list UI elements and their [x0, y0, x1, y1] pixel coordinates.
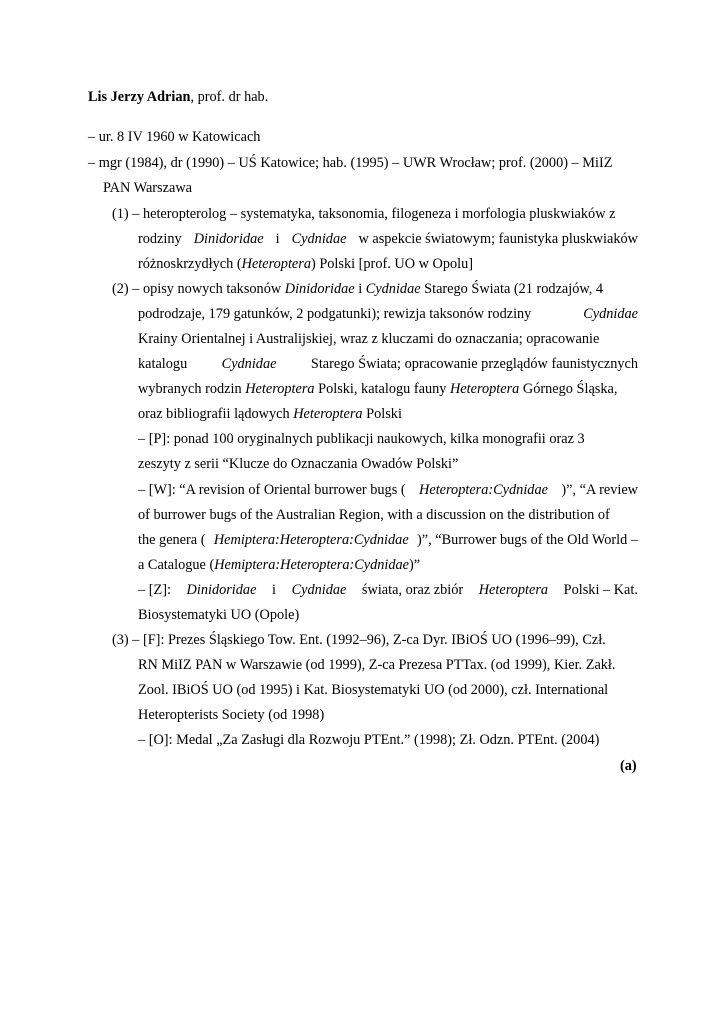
- author-title: , prof. dr hab.: [190, 89, 269, 105]
- page-mark: (a): [620, 758, 637, 774]
- works-line-2: of burrower bugs of the Australian Region, with a discussion on the distribution of: [138, 507, 610, 523]
- section-1-line-2: rodziny Dinidoridae i Cydnidae w aspekcie światowym; faunistyka pluskwiaków: [138, 231, 638, 247]
- career-line-1: – mgr (1984), dr (1990) – UŚ Katowice; hab. (1995) – UWR Wrocław; prof. (2000) – MiIZ: [88, 155, 613, 171]
- section-3-line-2: RN MiIZ PAN w Warszawie (od 1999), Z-ca Prezesa PTTax. (od 1999), Kier. Zakł.: [138, 657, 616, 673]
- publications-line-1: – [P]: ponad 100 oryginalnych publikacji naukowych, kilka monografii oraz 3: [138, 431, 585, 447]
- collections-line-1: – [Z]: Dinidoridae i Cydnidae świata, oraz zbiór Heteroptera Polski – Kat.: [138, 582, 638, 598]
- section-2-line-3: Krainy Orientalnej i Australijskiej, wraz z kluczami do oznaczania; opracowanie: [138, 331, 600, 347]
- section-2-line-4: katalogu Cydnidae Starego Świata; opracowanie przeglądów faunistycznych: [138, 356, 638, 372]
- header-line: [88, 90, 268, 104]
- section-1-line-3: różnoskrzydłych (Heteroptera) Polski [prof. UO w Opolu]: [138, 256, 474, 272]
- section-1-line-1: (1) – heteropterolog – systematyka, taksonomia, filogeneza i morfologia pluskwiaków z: [112, 206, 616, 222]
- works-line-1: – [W]: “A revision of Oriental burrower bugs ( Heteroptera:Cydnidae )”, “A review: [138, 482, 638, 498]
- publications-line-2: zeszyty z serii “Klucze do Oznaczania Owadów Polski”: [138, 456, 459, 472]
- career-line-2: PAN Warszawa: [103, 180, 192, 196]
- works-line-4: a Catalogue (Hemiptera:Heteroptera:Cydnidae)”: [138, 557, 421, 573]
- section-3-line-4: Heteropterists Society (od 1998): [138, 707, 325, 723]
- section-2-line-1: (2) – opisy nowych taksonów Dinidoridae i Cydnidae Starego Świata (21 rodzajów, 4: [112, 281, 604, 297]
- birth-line: – ur. 8 IV 1960 w Katowicach: [88, 129, 261, 145]
- section-3-line-3: Zool. IBiOŚ UO (od 1995) i Kat. Biosystematyki UO (od 2000), czł. International: [138, 682, 609, 698]
- honors-line: – [O]: Medal „Za Zasługi dla Rozwoju PTEnt.” (1998); Zł. Odzn. PTEnt. (2004): [138, 732, 600, 748]
- section-2-line-2: podrodzaje, 179 gatunków, 2 podgatunki); rewizja taksonów rodziny Cydnidae: [138, 306, 638, 322]
- section-2-line-5: wybranych rodzin Heteroptera Polski, katalogu fauny Heteroptera Górnego Śląska,: [138, 381, 618, 397]
- section-2-line-6: oraz bibliografii lądowych Heteroptera Polski: [138, 406, 402, 422]
- collections-line-2: Biosystematyki UO (Opole): [138, 607, 300, 623]
- works-line-3: the genera ( Hemiptera:Heteroptera:Cydnidae )”, “Burrower bugs of the Old World –: [138, 532, 638, 548]
- section-3-line-1: (3) – [F]: Prezes Śląskiego Tow. Ent. (1992–96), Z-ca Dyr. IBiOŚ UO (1996–99), Czł.: [112, 632, 606, 648]
- author-name: Lis Jerzy Adrian: [88, 89, 191, 105]
